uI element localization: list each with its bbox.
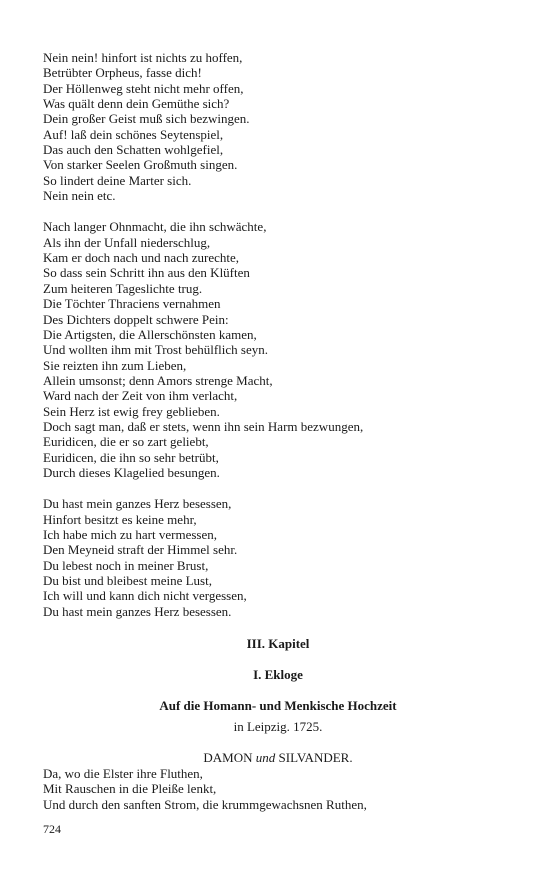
verse-line: So lindert deine Marter sich. (43, 172, 192, 188)
verse-line: Und durch den sanften Strom, die krummgewachsnen Ruthen, (43, 796, 367, 812)
verse-line: Ward nach der Zeit von ihm verlacht, (43, 388, 238, 404)
verse-line: Durch dieses Klagelied besungen. (43, 464, 220, 480)
verse-line: Doch sagt man, daß er stets, wenn ihn sein Harm bezwungen, (43, 418, 364, 434)
final-stanza (43, 766, 513, 812)
verse-line: Von starker Seelen Großmuth singen. (43, 157, 238, 173)
verse-line: Die Artigsten, die Allerschönsten kamen, (43, 326, 257, 342)
poem-title: Auf die Homann- und Menkische Hochzeit (159, 698, 397, 714)
verse-line: Kam er doch nach und nach zurechte, (43, 250, 239, 266)
speaker-conjunction: und (255, 750, 276, 766)
stanza-1 (43, 50, 513, 203)
verse-line: Der Höllenweg steht nicht mehr offen, (43, 80, 244, 96)
verse-line: Du hast mein ganzes Herz besessen. (43, 603, 232, 619)
verse-line: Sein Herz ist ewig frey geblieben. (43, 403, 220, 419)
verse-line: Euridicen, die ihn so sehr betrübt, (43, 449, 219, 465)
verse-line: Du hast mein ganzes Herz besessen, (43, 496, 232, 512)
verse-line: Nein nein! hinfort ist nichts zu hoffen, (43, 50, 243, 65)
document-page (43, 50, 513, 812)
stanza-2 (43, 219, 513, 480)
verse-line: Ich will und kann dich nicht vergessen, (43, 588, 247, 604)
chapter-heading: III. Kapitel (246, 636, 310, 652)
verse-line: Da, wo die Elster ihre Fluthen, (43, 766, 203, 782)
speaker-silvander: SILVANDER. (278, 750, 353, 766)
verse-line: Du lebest noch in meiner Brust, (43, 557, 209, 573)
poem-subtitle: in Leipzig. 1725. (233, 719, 323, 735)
verse-line: Dein großer Geist muß sich bezwingen. (43, 111, 250, 127)
verse-line: Betrübter Orpheus, fasse dich! (43, 65, 202, 81)
stanza-3 (43, 496, 513, 619)
verse-line: Nein nein etc. (43, 188, 116, 204)
verse-line: Auf! laß dein schönes Seytenspiel, (43, 126, 224, 142)
verse-line: Ich habe mich zu hart vermessen, (43, 526, 217, 542)
verse-line: Sie reizten ihn zum Lieben, (43, 357, 187, 373)
verse-line: Zum heiteren Tageslichte trug. (43, 280, 203, 296)
verse-line: Allein umsonst; denn Amors strenge Macht, (43, 372, 273, 388)
verse-line: Was quält denn dein Gemüthe sich? (43, 96, 230, 112)
section-heading: I. Ekloge (253, 667, 303, 683)
speakers-line (43, 750, 513, 766)
verse-line: Den Meyneid straft der Himmel sehr. (43, 542, 238, 558)
verse-line: So dass sein Schritt ihn aus den Klüften (43, 265, 250, 281)
verse-line: Als ihn der Unfall niederschlug, (43, 234, 211, 250)
verse-line: Des Dichters doppelt schwere Pein: (43, 311, 229, 327)
page-number: 724 (43, 822, 61, 836)
verse-line: Mit Rauschen in die Pleiße lenkt, (43, 781, 217, 797)
verse-line: Die Töchter Thraciens vernahmen (43, 296, 221, 312)
verse-line: Euridicen, die er so zart geliebt, (43, 434, 209, 450)
speaker-damon: DAMON (203, 750, 253, 766)
verse-line: Nach langer Ohnmacht, die ihn schwächte, (43, 219, 267, 235)
verse-line: Das auch den Schatten wohlgefiel, (43, 142, 224, 158)
verse-line: Hinfort besitzt es keine mehr, (43, 511, 197, 527)
verse-line: Du bist und bleibest meine Lust, (43, 573, 212, 588)
verse-line: Und wollten ihm mit Trost behülflich seyn. (43, 342, 268, 358)
